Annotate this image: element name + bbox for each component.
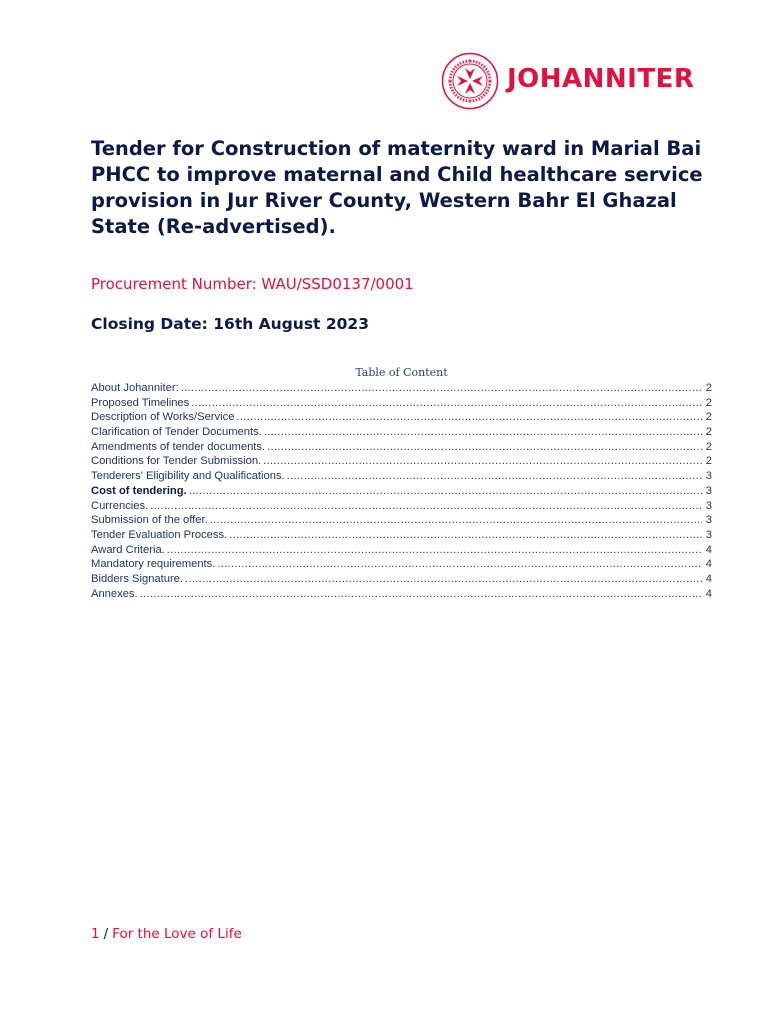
toc-leader: [210, 513, 702, 528]
toc-entry-page: 4: [705, 558, 712, 571]
page-footer: [91, 926, 242, 942]
footer-slogan: For the Love of Life: [112, 926, 242, 942]
toc-leader: [167, 543, 702, 558]
toc-entry-label: Proposed Timelines: [91, 396, 190, 409]
toc-leader: [185, 572, 702, 587]
toc-entry[interactable]: [91, 410, 712, 425]
toc-entry[interactable]: [91, 469, 712, 484]
toc-entry[interactable]: [91, 454, 712, 469]
toc-leader: [191, 396, 702, 411]
toc-entry[interactable]: [91, 484, 712, 499]
toc-entry-label: Amendments of tender documents.: [91, 440, 266, 453]
toc-entry[interactable]: [91, 396, 712, 411]
toc-leader: [229, 528, 702, 543]
toc-entry-label: Mandatory requirements.: [91, 558, 216, 571]
toc-entry-label: Tender Evaluation Process.: [91, 528, 228, 541]
table-of-contents: [91, 381, 712, 601]
toc-entry-label: Tenderers' Eligibility and Qualifications.: [91, 470, 285, 483]
toc-entry[interactable]: [91, 425, 712, 440]
toc-entry-label: Conditions for Tender Submission.: [91, 455, 262, 468]
toc-entry[interactable]: [91, 557, 712, 572]
toc-entry-page: 2: [705, 382, 712, 394]
toc-leader: [140, 587, 702, 602]
toc-entry-page: 4: [705, 587, 712, 600]
toc-entry-page: 3: [705, 470, 712, 483]
toc-entry[interactable]: [91, 543, 712, 558]
toc-entry-page: 2: [705, 396, 712, 409]
brand-name: JOHANNITER: [507, 64, 695, 94]
toc-entry-page: 4: [705, 572, 712, 585]
toc-entry[interactable]: [91, 440, 712, 455]
toc-entry-page: 3: [705, 528, 712, 541]
document-title: Tender for Construction of maternity ward in Marial Bai PHCC to improve maternal and Child healthcare service provision in Jur River County, Western Bahr El Ghazal State (Re-advertised).: [91, 137, 703, 238]
toc-entry-label: Description of Works/Service: [91, 411, 235, 424]
toc-leader: [264, 425, 702, 440]
toc-entry[interactable]: [91, 513, 712, 528]
toc-entry-page: 2: [705, 440, 712, 453]
toc-entry-page: 2: [705, 411, 712, 424]
toc-entry-page: 3: [705, 514, 712, 527]
toc-leader: [181, 381, 702, 396]
page-number: 1: [91, 926, 100, 942]
toc-entry[interactable]: [91, 499, 712, 514]
toc-entry-label: Award Criteria.: [91, 543, 165, 556]
toc-heading: Table of Content: [355, 366, 448, 379]
toc-entry-label: Clarification of Tender Documents.: [91, 426, 262, 439]
toc-leader: [267, 440, 702, 455]
procurement-number: Procurement Number: WAU/SSD0137/0001: [91, 275, 414, 293]
footer-separator: /: [103, 926, 109, 942]
toc-leader: [217, 557, 702, 572]
toc-entry-label: Annexes.: [91, 587, 138, 600]
toc-leader: [150, 499, 702, 514]
toc-entry[interactable]: [91, 587, 712, 602]
toc-leader: [189, 484, 702, 499]
toc-entry[interactable]: [91, 381, 712, 396]
toc-entry-page: 3: [705, 499, 712, 512]
toc-leader: [287, 469, 702, 484]
toc-entry-label: Bidders Signature.: [91, 572, 184, 585]
toc-entry-label: Cost of tendering.: [91, 484, 187, 497]
toc-entry-label: About Johanniter:: [91, 382, 179, 394]
toc-entry-page: 2: [705, 455, 712, 468]
toc-entry-label: Submission of the offer.: [91, 514, 208, 527]
toc-entry[interactable]: [91, 572, 712, 587]
toc-entry-label: Currencies.: [91, 499, 149, 512]
johanniter-logo: [441, 52, 721, 110]
johanniter-seal-icon: [441, 52, 499, 110]
closing-date: Closing Date: 16th August 2023: [91, 315, 369, 333]
toc-entry-page: 4: [705, 543, 712, 556]
toc-leader: [263, 454, 702, 469]
toc-entry-page: 2: [705, 426, 712, 439]
toc-leader: [236, 410, 702, 425]
toc-entry[interactable]: [91, 528, 712, 543]
toc-entry-page: 3: [705, 484, 712, 497]
